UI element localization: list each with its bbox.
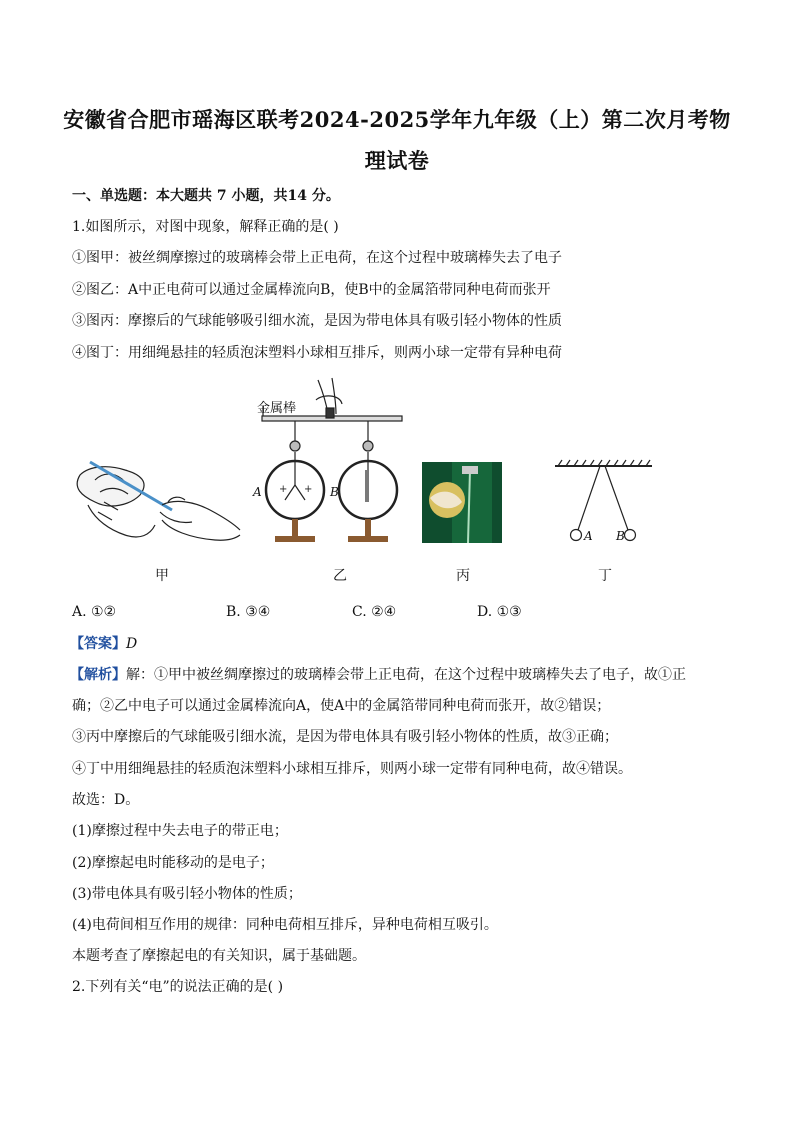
analysis-line-3: ③丙中摩擦后的气球能吸引细水流，是因为带电体具有吸引轻小物体的性质，故③正确； (72, 729, 618, 745)
answer-row (70, 634, 137, 654)
svg-text:+: + (279, 484, 288, 495)
analysis-point-2: (2)摩擦起电时能移动的是电子； (72, 855, 274, 871)
figure-jia-rod-silk (77, 462, 240, 540)
question-stem: 1.如图所示，对图中现象，解释正确的是( ) (72, 219, 339, 235)
answer-tag: 【答案】 (70, 636, 126, 652)
figure-ding-hanging-balls (555, 460, 652, 541)
figure-label-rod: 金属棒 (257, 401, 297, 416)
option-b: B. ③④ (226, 604, 271, 620)
analysis-point-4: (4)电荷间相互作用的规律：同种电荷相互排斥，异种电荷相互吸引。 (72, 917, 498, 933)
doc-title-line2: 理试卷 (364, 148, 430, 173)
analysis-line-2: 确；②乙中电子可以通过金属棒流向A，使A中的金属箔带同种电荷而张开，故②错误； (72, 698, 611, 714)
caption-bing: 丙 (456, 568, 470, 584)
analysis-line-5: 故选：D。 (72, 792, 140, 808)
analysis-line-1 (70, 665, 686, 685)
svg-text:+: + (304, 484, 313, 495)
option-a: A. ①② (72, 604, 117, 620)
caption-jia: 甲 (155, 568, 169, 584)
doc-title-line1: 安徽省合肥市瑶海区联考2024-2025学年九年级（上）第二次月考物 (63, 107, 731, 132)
option-d: D. ①③ (477, 604, 522, 620)
analysis-line-4: ④丁中用细绳悬挂的轻质泡沫塑料小球相互排斥，则两小球一定带有同种电荷，故④错误。 (72, 761, 632, 777)
analysis-text: 解：①甲中被丝绸摩擦过的玻璃棒会带上正电荷，在这个过程中玻璃棒失去了电子，故①正 (126, 667, 686, 683)
option-c: C. ②④ (352, 604, 397, 620)
statement-4: ④图丁：用细绳悬挂的轻质泡沫塑料小球相互排斥，则两小球一定带有异种电荷 (72, 345, 562, 361)
figure-label-ball-b: B (616, 529, 625, 543)
analysis-summary: 本题考查了摩擦起电的有关知识，属于基础题。 (72, 948, 366, 964)
figure-physics-illustrations (0, 370, 794, 610)
analysis-tag: 【解析】 (70, 667, 126, 683)
section-heading: 一、单选题：本大题共 7 小题，共14 分。 (72, 188, 340, 204)
figure-label-ball-a: A (584, 529, 593, 543)
analysis-point-1: (1)摩擦过程中失去电子的带正电； (72, 823, 288, 839)
figure-label-electroscope-b: B (330, 485, 339, 499)
answer-value: D (126, 636, 138, 652)
statement-2: ②图乙：A中正电荷可以通过金属棒流向B，使B中的金属箔带同种电荷而张开 (72, 282, 551, 298)
figure-label-electroscope-a: A (253, 485, 262, 499)
statement-3: ③图丙：摩擦后的气球能够吸引细水流，是因为带电体具有吸引轻小物体的性质 (72, 313, 562, 329)
caption-ding: 丁 (598, 568, 612, 584)
caption-yi: 乙 (333, 568, 347, 584)
figure-bing-balloon-photo (422, 462, 502, 543)
analysis-point-3: (3)带电体具有吸引轻小物体的性质； (72, 886, 302, 902)
question-2-stem: 2.下列有关“电”的说法正确的是( ) (72, 979, 284, 995)
statement-1: ①图甲：被丝绸摩擦过的玻璃棒会带上正电荷，在这个过程中玻璃棒失去了电子 (72, 250, 562, 266)
